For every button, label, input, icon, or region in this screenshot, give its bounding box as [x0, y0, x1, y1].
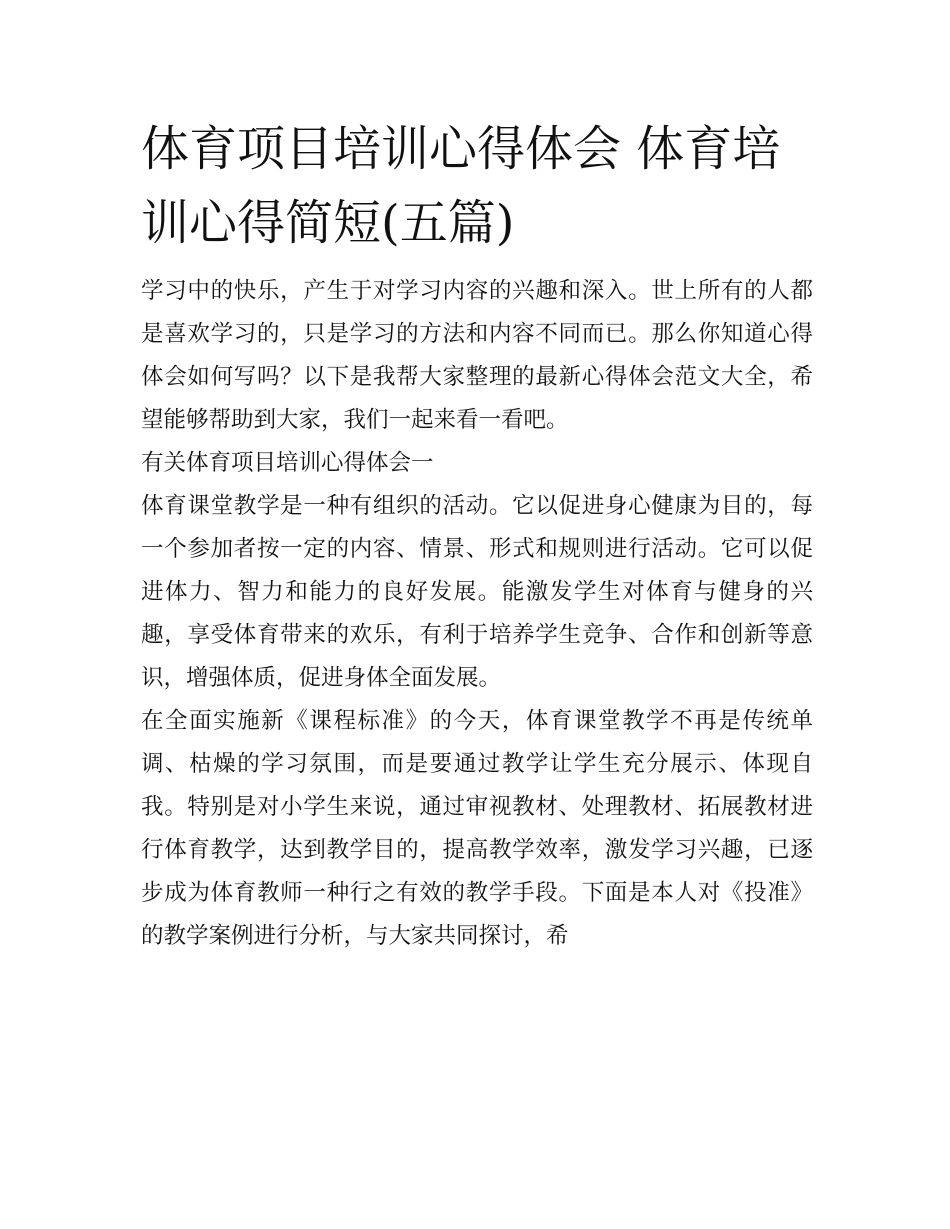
document-title: 体育项目培训心得体会 体育培训心得简短(五篇): [141, 121, 781, 251]
body-paragraph: 在全面实施新《课程标准》的今天，体育课堂教学不再是传统单调、枯燥的学习氛围，而是要通过教学让学生充分展示、体现自我。特别是对小学生来说，通过审视教材、处理教材、拓展教材进行体育教学，达到教学目的，提高教学效率，激发学习兴趣，已逐步成为体育教师一种行之有效的教学手段。下面是本人对《投准》的教学案例进行分析，与大家共同探讨，希: [141, 708, 813, 949]
section-heading: 有关体育项目培训心得体会一: [141, 450, 434, 476]
intro-paragraph: 学习中的快乐，产生于对学习内容的兴趣和深入。世上所有的人都是喜欢学习的，只是学习的方法和内容不同而已。那么你知道心得体会如何写吗？以下是我帮大家整理的最新心得体会范文大全，希望能够帮助到大家，我们一起来看一看吧。: [141, 278, 813, 433]
body-paragraph: 体育课堂教学是一种有组织的活动。它以促进身心健康为目的，每一个参加者按一定的内容、情景、形式和规则进行活动。它可以促进体力、智力和能力的良好发展。能激发学生对体育与健身的兴趣，享受体育带来的欢乐，有利于培养学生竞争、合作和创新等意识，增强体质，促进身体全面发展。: [141, 493, 813, 691]
document-body: [141, 112, 813, 958]
